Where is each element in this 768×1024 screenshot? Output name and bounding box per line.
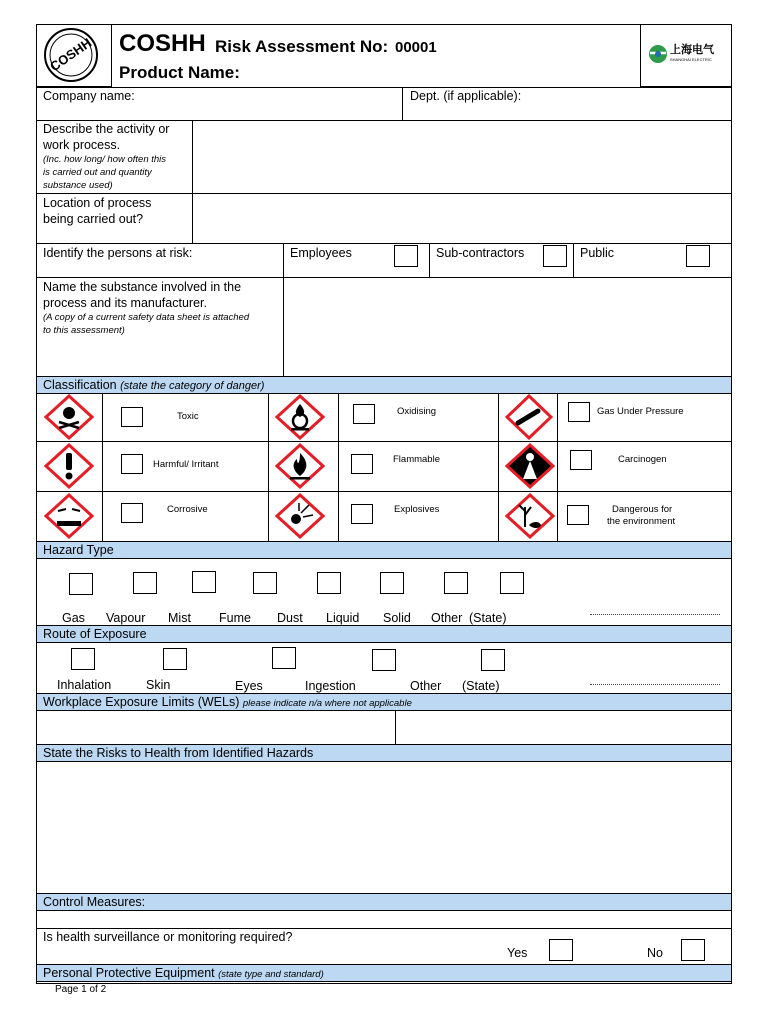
risks-heading: State the Risks to Health from Identified Hazards: [43, 746, 314, 760]
toxic-checkbox[interactable]: [121, 407, 143, 427]
persons-div3: [573, 243, 574, 278]
corrosive-icon: [44, 493, 94, 539]
substance-note-line1: (A copy of a current safety data sheet is attached: [43, 312, 250, 323]
other-route-state-line[interactable]: [590, 684, 720, 685]
liquid-label: Liquid: [326, 611, 360, 625]
oxidising-flame-circle-icon: [275, 394, 325, 440]
flammable-flame-icon: [275, 443, 325, 489]
state-hazard-label: (State): [469, 611, 507, 625]
wel-heading-text: Workplace Exposure Limits (WELs): [43, 695, 240, 709]
solid-checkbox[interactable]: [444, 572, 468, 594]
subcontractors-checkbox[interactable]: [543, 245, 567, 267]
fume-checkbox[interactable]: [253, 572, 277, 594]
dust-label: Dust: [277, 611, 303, 625]
wel-area[interactable]: [36, 710, 732, 745]
activity-label-line1: Describe the activity or: [43, 122, 170, 136]
eyes-checkbox[interactable]: [272, 647, 296, 669]
environment-label-line1: Dangerous for: [612, 504, 673, 515]
coshh-logo-icon: [42, 27, 100, 83]
flammable-label: Flammable: [393, 454, 440, 465]
substance-label-line2: process and its manufacturer.: [43, 296, 207, 310]
inhalation-checkbox[interactable]: [71, 648, 95, 670]
yes-label: Yes: [507, 946, 528, 960]
classification-heading-note: (state the category of danger): [120, 380, 265, 392]
substance-divider: [283, 277, 284, 377]
brand-subtitle: SHANGHAI ELECTRIC: [670, 57, 712, 62]
public-checkbox[interactable]: [686, 245, 710, 267]
grid-v1: [102, 393, 103, 542]
other-hazard-label: Other: [431, 611, 463, 625]
flammable-checkbox[interactable]: [351, 454, 373, 474]
explosives-checkbox[interactable]: [351, 504, 373, 524]
activity-note-line2: is carried out and quantity: [43, 167, 152, 178]
assessment-number[interactable]: 00001: [395, 39, 437, 56]
inhalation-label: Inhalation: [57, 678, 112, 692]
page-number: Page 1 of 2: [55, 984, 107, 995]
corrosive-label: Corrosive: [167, 504, 208, 515]
persons-div1: [283, 243, 284, 278]
carcinogen-checkbox[interactable]: [570, 450, 592, 470]
ppe-heading-note: (state type and standard): [218, 969, 324, 980]
other-hazard-checkbox[interactable]: [500, 572, 524, 594]
company-row: [36, 87, 732, 121]
skin-label: Skin: [146, 678, 171, 692]
control-area[interactable]: [36, 910, 732, 929]
toxic-skull-icon: [44, 394, 94, 440]
other-route-label: Other: [410, 679, 442, 693]
grid-v3: [338, 393, 339, 542]
ingestion-label: Ingestion: [305, 679, 356, 693]
carcinogen-label: Carcinogen: [618, 454, 667, 465]
substance-label-line1: Name the substance involved in the: [43, 280, 242, 294]
grid-h2: [36, 491, 732, 492]
title-risk-assessment: Risk Assessment No:: [215, 37, 389, 56]
grid-v5: [557, 393, 558, 542]
environment-hazard-icon: [505, 493, 555, 539]
gas-under-pressure-checkbox[interactable]: [568, 402, 590, 422]
surveillance-no-checkbox[interactable]: [681, 939, 705, 961]
dept-label: Dept. (if applicable):: [410, 89, 522, 103]
company-name-label: Company name:: [43, 89, 135, 103]
explosives-label: Explosives: [394, 504, 440, 515]
surveillance-question: Is health surveillance or monitoring required?: [43, 930, 293, 944]
harmful-irritant-label: Harmful/ Irritant: [153, 459, 219, 470]
dust-checkbox[interactable]: [317, 572, 341, 594]
vapour-label: Vapour: [106, 611, 146, 625]
location-label-line2: being carried out?: [43, 212, 144, 226]
subcontractors-label: Sub-contractors: [436, 246, 525, 260]
ingestion-checkbox[interactable]: [372, 649, 396, 671]
no-label: No: [647, 946, 663, 960]
state-route-label: (State): [462, 679, 500, 693]
other-hazard-state-line[interactable]: [590, 614, 720, 615]
toxic-label: Toxic: [177, 411, 199, 422]
wel-heading: [43, 694, 412, 710]
explosive-icon: [275, 493, 325, 539]
vapour-checkbox[interactable]: [133, 572, 157, 594]
mist-checkbox[interactable]: [192, 571, 216, 593]
employees-checkbox[interactable]: [394, 245, 418, 267]
classification-heading-text: Classification: [43, 378, 117, 392]
public-label: Public: [580, 246, 615, 260]
gas-checkbox[interactable]: [69, 573, 93, 595]
exclamation-icon: [44, 443, 94, 489]
skin-checkbox[interactable]: [163, 648, 187, 670]
oxidising-checkbox[interactable]: [353, 404, 375, 424]
title-coshh: COSHH: [119, 30, 206, 57]
harmful-irritant-checkbox[interactable]: [121, 454, 143, 474]
gas-cylinder-icon: [505, 394, 553, 440]
surveillance-yes-checkbox[interactable]: [549, 939, 573, 961]
persons-div2: [429, 243, 430, 278]
corrosive-checkbox[interactable]: [121, 503, 143, 523]
grid-v4: [498, 393, 499, 542]
classification-heading: [43, 377, 264, 393]
grid-h1: [36, 441, 732, 442]
other-route-checkbox[interactable]: [481, 649, 505, 671]
activity-divider: [192, 120, 193, 194]
persons-at-risk-label: Identify the persons at risk:: [43, 246, 193, 260]
location-label-line1: Location of process: [43, 196, 152, 210]
control-heading: Control Measures:: [43, 895, 146, 909]
solid-label: Solid: [383, 611, 411, 625]
substance-note-line2: to this assessment): [43, 325, 125, 336]
eyes-label: Eyes: [235, 679, 263, 693]
health-hazard-icon: [505, 443, 555, 489]
employees-label: Employees: [290, 246, 352, 260]
activity-note-line1: (Inc. how long/ how often this: [43, 154, 167, 165]
risks-area[interactable]: [36, 761, 732, 894]
svg-text:COSHH: COSHH: [47, 34, 95, 75]
hazard-type-heading-bar: [36, 541, 732, 559]
wel-heading-note: please indicate n/a where not applicable: [242, 698, 412, 709]
liquid-checkbox[interactable]: [380, 572, 404, 594]
environment-checkbox[interactable]: [567, 505, 589, 525]
mist-label: Mist: [168, 611, 191, 625]
gas-under-pressure-label: Gas Under Pressure: [597, 406, 684, 417]
location-divider: [192, 193, 193, 244]
ppe-heading-text: Personal Protective Equipment: [43, 966, 215, 980]
brand-name: 上海电气: [670, 44, 714, 56]
fume-label: Fume: [219, 611, 251, 625]
grid-v2: [268, 393, 269, 542]
wel-divider: [395, 710, 396, 745]
activity-note-line3: substance used): [43, 180, 113, 191]
product-name-label: Product Name:: [119, 63, 240, 82]
company-divider: [402, 87, 403, 121]
hazard-type-heading: Hazard Type: [43, 543, 114, 557]
activity-label-line2: work process.: [43, 138, 121, 152]
environment-label-line2: the environment: [607, 516, 676, 527]
route-heading: Route of Exposure: [43, 627, 147, 641]
ppe-heading: [43, 965, 324, 981]
oxidising-label: Oxidising: [397, 406, 437, 417]
gas-label: Gas: [62, 611, 85, 625]
